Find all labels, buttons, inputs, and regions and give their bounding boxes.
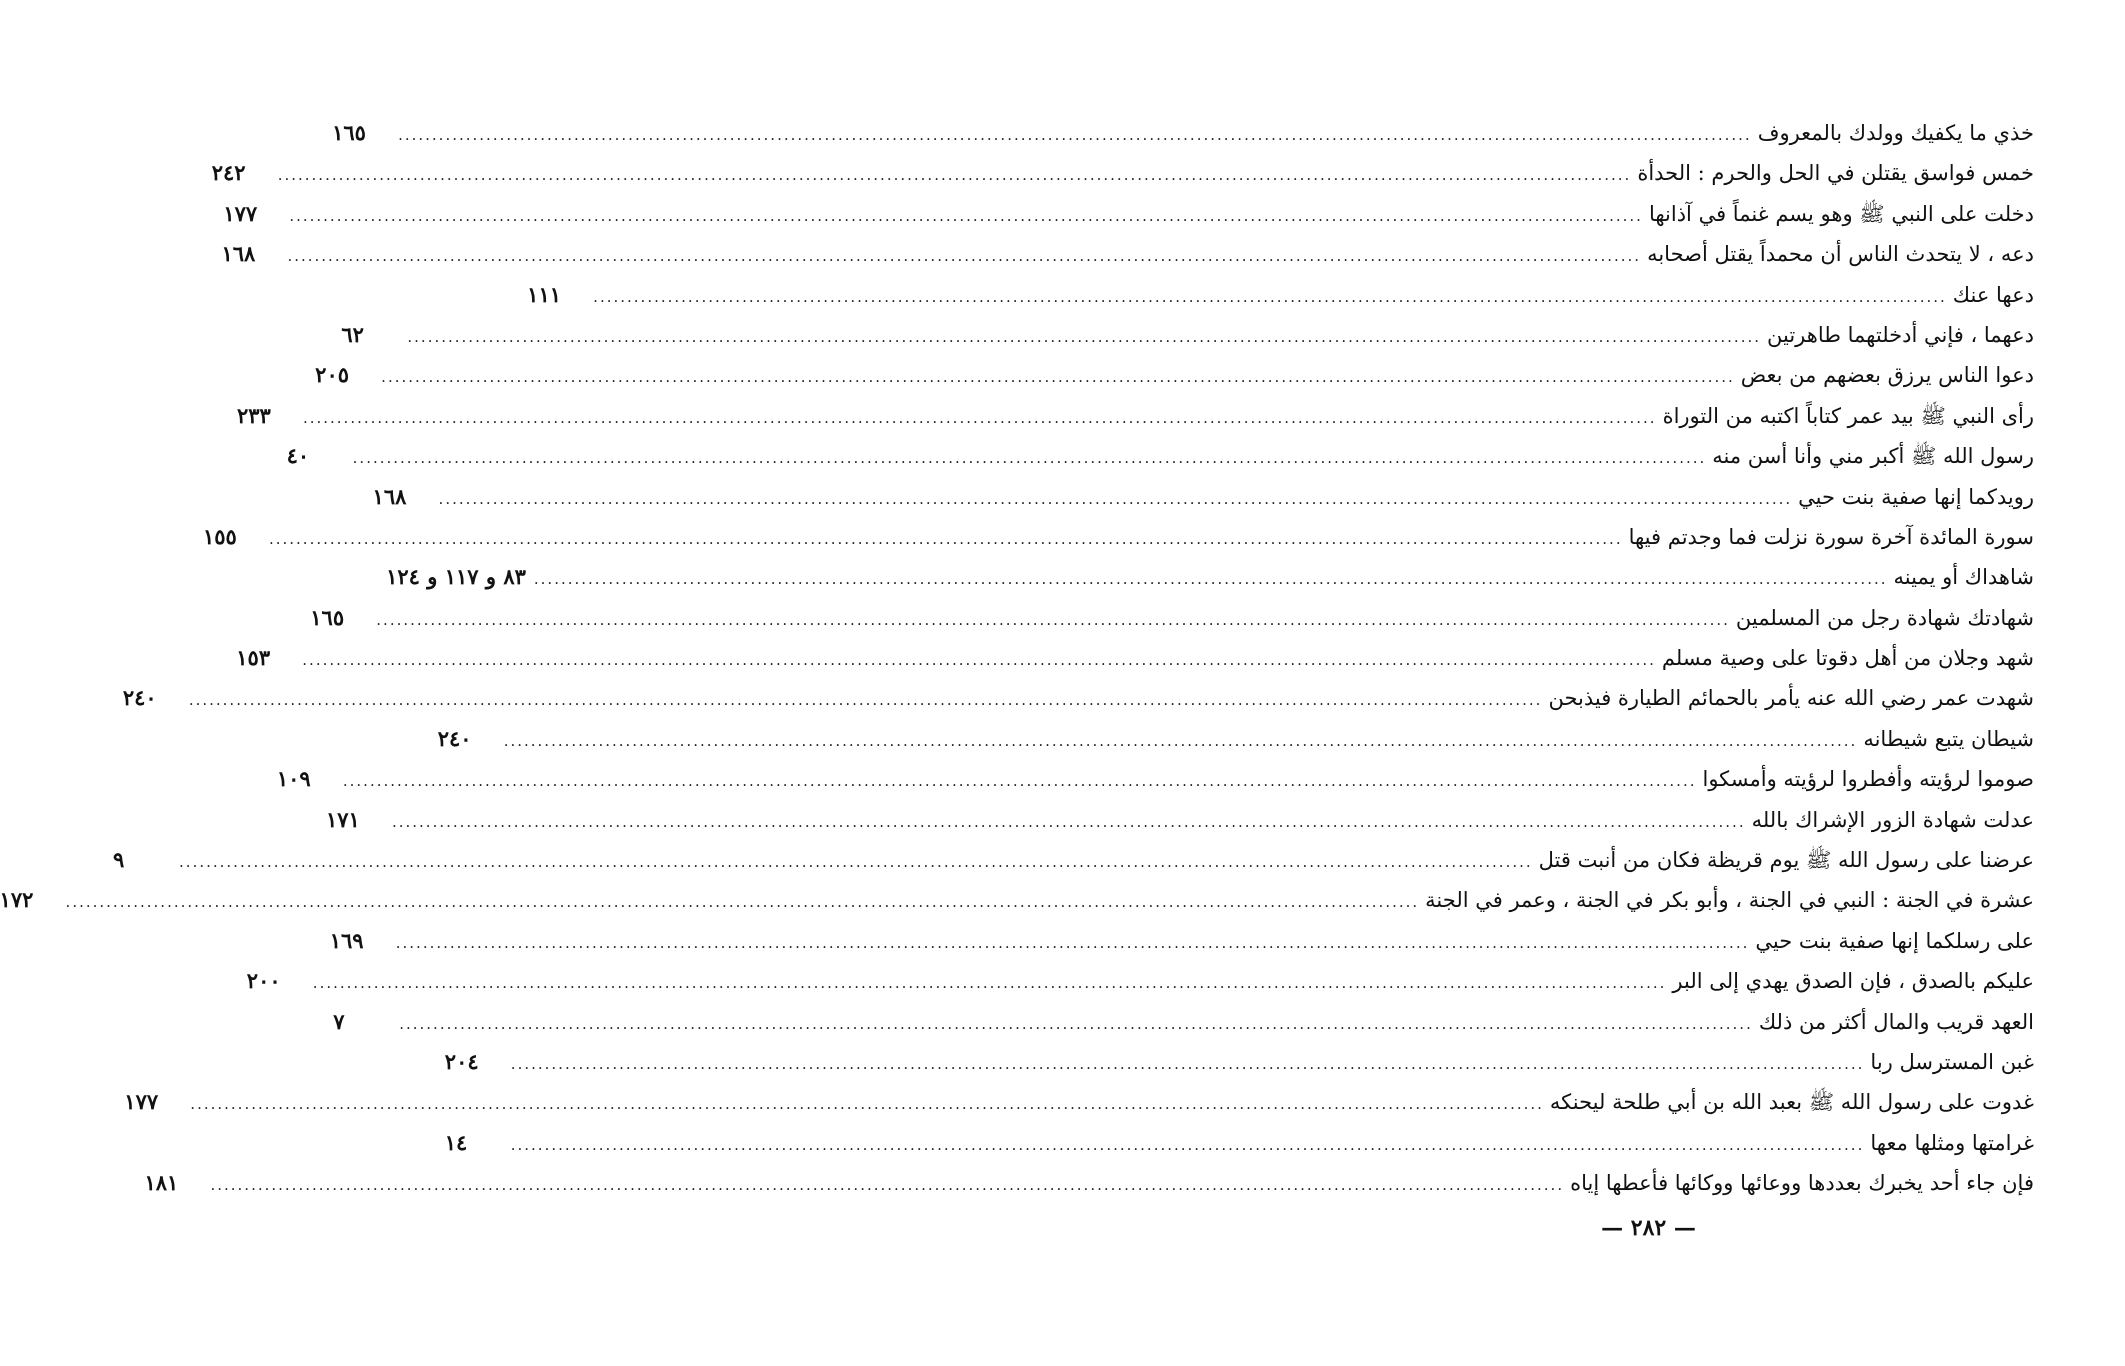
entry-text: غرامتها ومثلها معها <box>1870 1130 2034 1155</box>
dot-leader: ........................................................................................................................................................................................................ <box>593 287 1947 306</box>
dot-leader: ........................................................................................................................................................................................................ <box>65 893 1420 912</box>
entry-text: شهادتك شهادة رجل من المسلمين <box>1735 605 2034 630</box>
entry-text: شهد وجلان من أهل دقوتا على وصية مسلم <box>1661 646 2034 671</box>
entry-text: دعوا الناس يرزق بعضهم من بعض <box>1740 363 2034 388</box>
entry-page-number: ٢٤٢ <box>211 160 246 186</box>
entry-page-number: ١٨١ <box>144 1170 179 1196</box>
entry-page-number: ١٦٥ <box>310 604 345 630</box>
entry-page-number: ٢٠٤ <box>444 1048 479 1074</box>
entry-page-number: ١٧٧ <box>124 1089 159 1115</box>
entry-page-number: ١٧١ <box>325 806 360 832</box>
index-entry <box>333 1002 2034 1042</box>
entry-page-number: ١٦٨ <box>221 241 256 267</box>
index-entry <box>341 315 2034 355</box>
index-entry <box>124 1082 2034 1122</box>
dot-leader: ........................................................................................................................................................................................................ <box>302 408 1657 427</box>
entry-text: شهدت عمر رضي الله عنه يأمر بالحمائم الطيارة فيذبحن <box>1548 686 2034 711</box>
dot-leader: ........................................................................................................................................................................................................ <box>188 691 1543 710</box>
dot-leader: ........................................................................................................................................................................................................ <box>391 812 1746 831</box>
entry-page-number: ٩ <box>113 847 125 873</box>
dot-leader: ........................................................................................................................................................................................................ <box>407 327 1762 346</box>
entry-page-number: ١٦٩ <box>329 927 364 953</box>
entry-page-number: ١٠٩ <box>276 766 311 792</box>
index-entry <box>444 1042 2034 1082</box>
index-entry <box>310 598 2034 638</box>
index-entry <box>444 1123 2034 1163</box>
dot-leader: ........................................................................................................................................................................................................ <box>395 933 1750 952</box>
index-page <box>0 113 2034 1204</box>
entry-text: عرضنا على رسول الله ﷺ يوم قريظة فكان من أنبت قتل <box>1538 848 2034 873</box>
entry-text: غبن المسترسل ربا <box>1870 1049 2034 1074</box>
dot-leader: ........................................................................................................................................................................................................ <box>503 731 1858 750</box>
entry-page-number: ١٥٣ <box>236 645 271 671</box>
entry-page-number: ١٦٨ <box>372 483 407 509</box>
index-entry <box>325 800 2034 840</box>
entry-page-number: ٧ <box>333 1008 345 1034</box>
entry-page-number: ٤٠ <box>286 443 310 469</box>
dot-leader: ........................................................................................................................................................................................................ <box>287 247 1642 266</box>
entry-text: خذي ما يكفيك وولدك بالمعروف <box>1757 121 2034 145</box>
entry-text: عليكم بالصدق ، فإن الصدق يهدي إلى البر <box>1672 969 2034 994</box>
entry-page-number: ٢٤٠ <box>122 685 157 711</box>
dot-leader: ........................................................................................................................................................................................................ <box>277 166 1632 185</box>
entry-text: العهد قريب والمال أكثر من ذلك <box>1758 1009 2034 1034</box>
entry-page-number: ٨٣ و ١١٧ و ١٢٤ <box>386 564 526 590</box>
dot-leader: ........................................................................................................................................................................................................ <box>190 1095 1544 1114</box>
index-entry <box>276 759 2034 799</box>
entry-text: رأى النبي ﷺ بيد عمر كتاباً اكتبه من التوراة <box>1662 403 2034 428</box>
entry-page-number: ٢٠٥ <box>315 362 350 388</box>
entry-text: شاهداك أو يمينه <box>1893 565 2034 590</box>
index-entry <box>372 477 2034 517</box>
entry-text: عشرة في الجنة : النبي في الجنة ، وأبو بكر في الجنة ، وعمر في الجنة <box>1425 888 2034 913</box>
dot-leader: ........................................................................................................................................................................................................ <box>312 974 1667 993</box>
dot-leader: ........................................................................................................................................................................................................ <box>533 570 1888 589</box>
index-entry <box>0 880 2034 920</box>
index-entry <box>202 517 2034 557</box>
index-entry <box>144 1163 2034 1203</box>
entry-text: شيطان يتبع شيطانه <box>1863 726 2034 751</box>
entry-text: صوموا لرؤيته وأفطروا لرؤيته وأمسكوا <box>1702 767 2034 792</box>
dot-leader: ........................................................................................................................................................................................................ <box>342 772 1697 791</box>
dot-leader: ........................................................................................................................................................................................................ <box>398 126 1752 144</box>
entry-text: رويدكما إنها صفية بنت حيي <box>1798 484 2034 509</box>
entry-text: عدلت شهادة الزور الإشراك بالله <box>1751 807 2034 832</box>
dot-leader: ........................................................................................................................................................................................................ <box>381 368 1735 387</box>
entry-page-number: ١٧٢ <box>0 887 34 913</box>
index-entry <box>211 153 2034 193</box>
entry-text: رسول الله ﷺ أكبر مني وأنا أسن منه <box>1712 444 2034 469</box>
dot-leader: ........................................................................................................................................................................................................ <box>399 1014 1753 1033</box>
entry-text: دعها عنك <box>1952 282 2034 307</box>
index-entry <box>223 194 2034 234</box>
dot-leader: ........................................................................................................................................................................................................ <box>510 1054 1865 1073</box>
entry-page-number: ٢٤٠ <box>437 725 472 751</box>
dot-leader: ........................................................................................................................................................................................................ <box>376 610 1730 629</box>
index-entry <box>329 921 2034 961</box>
index-entry <box>221 234 2034 274</box>
index-entry <box>236 638 2034 678</box>
index-entry <box>236 396 2034 436</box>
hadith-index-list <box>0 113 2034 1204</box>
entry-text: على رسلكما إنها صفية بنت حيي <box>1755 928 2034 953</box>
entry-page-number: ١١١ <box>527 281 562 307</box>
dot-leader: ........................................................................................................................................................................................................ <box>289 206 1643 225</box>
index-entry <box>437 719 2034 759</box>
entry-page-number: ١٤ <box>444 1129 468 1155</box>
index-entry <box>246 961 2034 1001</box>
dot-leader: ........................................................................................................................................................................................................ <box>210 1176 1565 1195</box>
page-number: — ٢٨٢ — <box>1601 1215 1696 1241</box>
entry-text: سورة المائدة آخرة سورة نزلت فما وجدتم فيها <box>1628 524 2034 549</box>
entry-text: فإن جاء أحد يخبرك بعددها ووعائها ووكائها فأعطها إياه <box>1570 1171 2034 1196</box>
index-entry <box>332 113 2034 153</box>
index-entry <box>315 355 2034 395</box>
entry-text: دعهما ، فإني أدخلتهما طاهرتين <box>1767 322 2034 347</box>
dot-leader: ........................................................................................................................................................................................................ <box>302 651 1656 670</box>
dot-leader: ........................................................................................................................................................................................................ <box>179 853 1533 872</box>
dot-leader: ........................................................................................................................................................................................................ <box>268 529 1623 548</box>
entry-page-number: ١٥٥ <box>202 523 237 549</box>
entry-page-number: ٢٣٣ <box>236 402 271 428</box>
entry-text: دعه ، لا يتحدث الناس أن محمداً يقتل أصحابه <box>1647 242 2034 267</box>
dot-leader: ........................................................................................................................................................................................................ <box>352 449 1707 468</box>
index-entry <box>527 275 2034 315</box>
entry-page-number: ٢٠٠ <box>246 968 281 994</box>
entry-text: غدوت على رسول الله ﷺ بعبد الله بن أبي طلحة ليحنكه <box>1549 1090 2034 1115</box>
entry-text: دخلت على النبي ﷺ وهو يسم غنماً في آذانها <box>1648 201 2034 226</box>
entry-text: خمس فواسق يقتلن في الحل والحرم : الحدأة <box>1637 161 2034 186</box>
entry-page-number: ١٧٧ <box>223 200 258 226</box>
index-entry <box>286 436 2034 476</box>
entry-page-number: ٦٢ <box>341 321 364 347</box>
dot-leader: ........................................................................................................................................................................................................ <box>438 489 1793 508</box>
index-entry <box>122 678 2034 718</box>
entry-page-number: ١٦٥ <box>332 120 366 145</box>
index-entry <box>386 557 2034 597</box>
index-entry <box>113 840 2034 880</box>
dot-leader: ........................................................................................................................................................................................................ <box>510 1135 1865 1154</box>
